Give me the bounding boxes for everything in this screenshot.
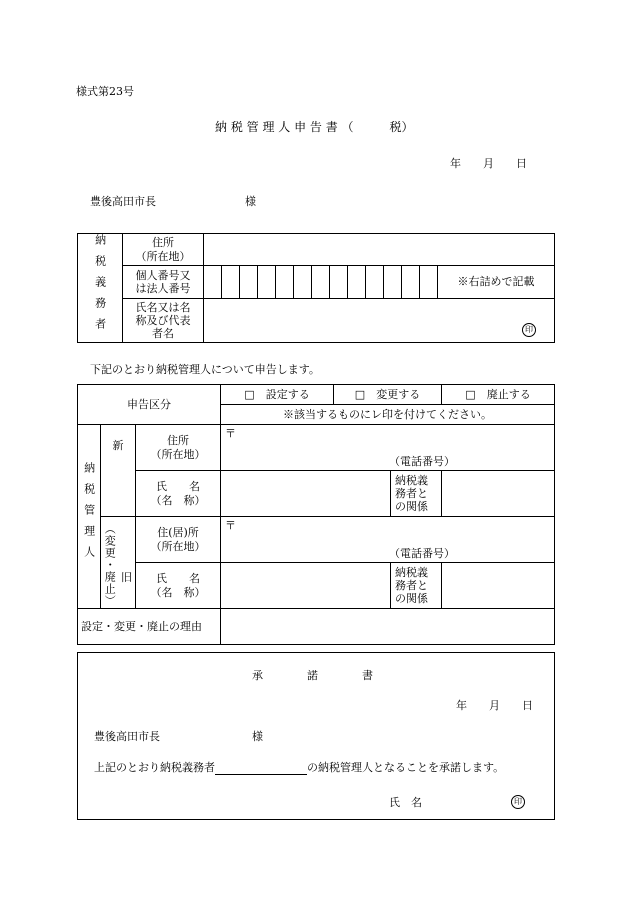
- new-relation-label: 納税義 務者と の関係: [391, 471, 442, 517]
- new-label: 新: [101, 425, 136, 517]
- number-digit-3[interactable]: [240, 266, 258, 298]
- number-digit-10[interactable]: [366, 266, 384, 298]
- old-label: 旧: [121, 571, 132, 584]
- taxpayer-name-field[interactable]: [204, 298, 555, 343]
- number-digit-5[interactable]: [276, 266, 294, 298]
- option-abolish[interactable]: □ 廃止する: [442, 385, 555, 405]
- taxpayer-address-label: 住所 （所在地）: [123, 234, 204, 266]
- number-digit-7[interactable]: [312, 266, 330, 298]
- number-digit-2[interactable]: [222, 266, 240, 298]
- new-relation-field[interactable]: [442, 471, 555, 517]
- manager-group-cell: [78, 425, 101, 609]
- new-name-field[interactable]: [221, 471, 391, 517]
- old-postal-mark: 〒: [225, 519, 236, 532]
- consent-date-label: 年 月 日: [456, 699, 533, 712]
- manager-label: 納税管理人: [82, 462, 96, 568]
- honorific: 様: [245, 195, 256, 208]
- addressee: 豊後高田市長: [90, 195, 156, 208]
- taxpayer-table: [77, 233, 555, 343]
- old-sub-label: （変更・廃止）: [103, 523, 117, 607]
- number-digit-13[interactable]: [420, 266, 438, 298]
- seal-mark: 印: [522, 323, 536, 337]
- page-title: 納 税 管 理 人 申 告 書 （ 税）: [215, 120, 414, 134]
- number-digit-4[interactable]: [258, 266, 276, 298]
- consent-addressee: 豊後高田市長: [94, 730, 160, 743]
- number-digit-1[interactable]: [204, 266, 222, 298]
- taxpayer-name-label: 氏名又は名 称及び代表 者名: [123, 298, 204, 343]
- old-relation-field[interactable]: [442, 563, 555, 609]
- number-digit-6[interactable]: [294, 266, 312, 298]
- date-label: 年 月 日: [450, 157, 527, 170]
- declaration-type-label: 申告区分: [78, 385, 221, 425]
- taxpayer-name-blank[interactable]: [215, 763, 307, 775]
- old-phone-label: （電話番号）: [389, 546, 455, 560]
- new-postal-mark: 〒: [225, 427, 236, 440]
- consent-title: 承 諾 書: [252, 669, 373, 682]
- consent-name-label: 氏 名: [389, 796, 422, 809]
- form-number: 様式第23号: [76, 85, 134, 98]
- taxpayer-number-label: 個人番号又 は法人番号: [123, 266, 204, 298]
- consent-sentence: [94, 762, 504, 775]
- number-digit-11[interactable]: [384, 266, 402, 298]
- taxpayer-group-cell: [78, 234, 123, 343]
- consent-seal-wrap: [511, 795, 525, 809]
- intro-text: 下記のとおり納税管理人について申告します。: [90, 363, 320, 376]
- new-name-label: 氏 名 （名 称）: [136, 471, 221, 517]
- number-digit-9[interactable]: [348, 266, 366, 298]
- option-set[interactable]: □ 設定する: [221, 385, 334, 405]
- declaration-table: [77, 384, 555, 645]
- old-address-field[interactable]: [221, 517, 555, 563]
- old-label-cell: [101, 517, 136, 609]
- option-change[interactable]: □ 変更する: [334, 385, 442, 405]
- number-note: ※右詰めで記載: [438, 266, 555, 298]
- consent-seal-mark: 印: [511, 795, 525, 809]
- consent-honorific: 様: [252, 730, 263, 743]
- taxpayer-group-label: 納税義務者: [93, 234, 107, 339]
- new-address-field[interactable]: [221, 425, 555, 471]
- old-relation-label: 納税義 務者と の関係: [391, 563, 442, 609]
- reason-field[interactable]: [221, 609, 555, 645]
- old-name-field[interactable]: [221, 563, 391, 609]
- consent-sentence-after: の納税管理人となることを承諾します。: [307, 761, 505, 774]
- new-address-label: 住所 （所在地）: [136, 425, 221, 471]
- taxpayer-address-field[interactable]: [204, 234, 555, 266]
- old-name-label: 氏 名 （名 称）: [136, 563, 221, 609]
- number-digit-12[interactable]: [402, 266, 420, 298]
- number-digit-8[interactable]: [330, 266, 348, 298]
- option-note: ※該当するものにレ印を付けてください。: [221, 405, 555, 425]
- reason-label: 設定・変更・廃止の理由: [78, 609, 221, 645]
- old-address-label: 住(居)所 （所在地）: [136, 517, 221, 563]
- new-phone-label: （電話番号）: [389, 454, 455, 468]
- consent-sentence-before: 上記のとおり納税義務者: [94, 761, 215, 774]
